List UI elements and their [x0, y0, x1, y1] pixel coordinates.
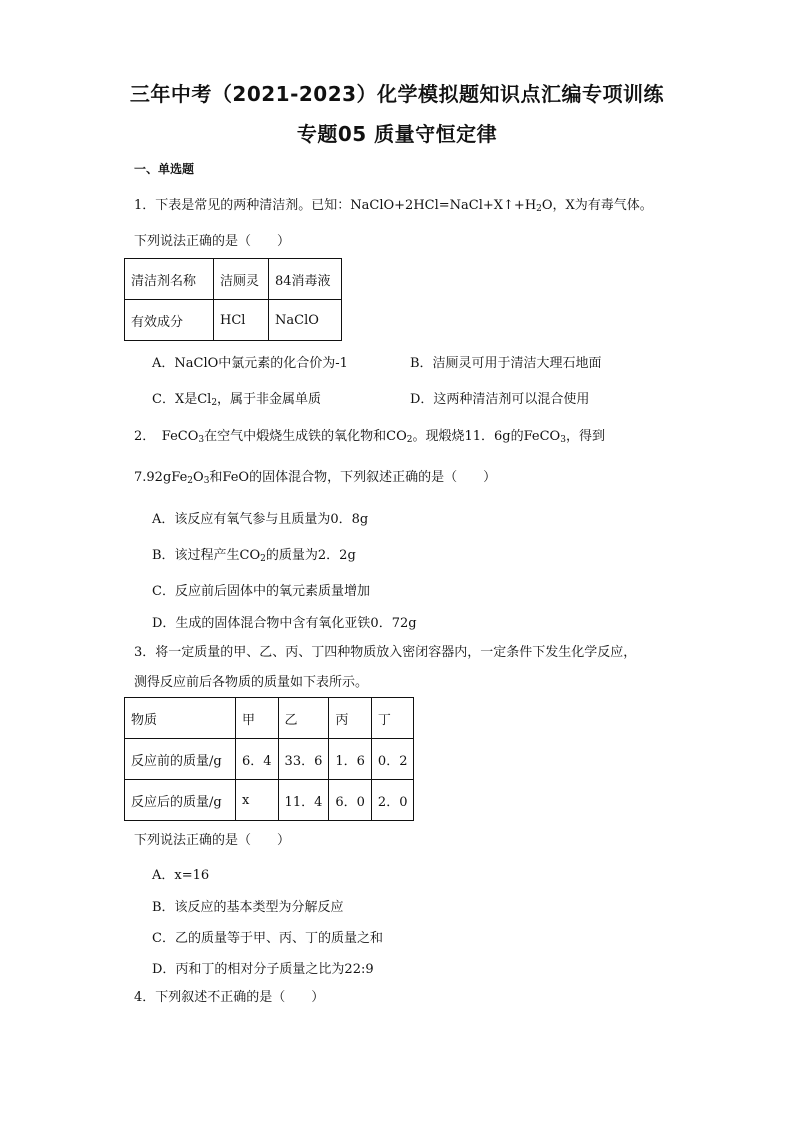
- table-cell: x: [236, 780, 279, 821]
- table-cell: 0．2: [371, 739, 414, 780]
- document-subtitle: 专题05 质量守恒定律: [296, 122, 498, 146]
- question-3-table: [124, 697, 414, 821]
- question-1-option-d: D．这两种清洁剂可以混合使用: [410, 392, 590, 407]
- question-1-option-b: B．洁厕灵可用于清洁大理石地面: [410, 356, 602, 371]
- question-1-option-c: C．X是$Cl_2$，属于非金属单质: [152, 392, 322, 408]
- table-row: [125, 300, 342, 341]
- table-cell: 丙: [329, 698, 372, 739]
- table-cell: 6．4: [236, 739, 279, 780]
- table-cell: 洁厕灵: [214, 259, 269, 300]
- table-cell: HCl: [214, 300, 269, 341]
- question-3-stem-line-1: 3．将一定质量的甲、乙、丙、丁四种物质放入密闭容器内，一定条件下发生化学反应，: [134, 645, 637, 660]
- table-row: [125, 259, 342, 300]
- question-2-option-a: A．该反应有氧气参与且质量为0．8g: [152, 512, 369, 527]
- question-3-prompt: 下列说法正确的是（ ）: [134, 833, 291, 848]
- table-cell: 乙: [278, 698, 329, 739]
- table-cell: 物质: [125, 698, 236, 739]
- question-2-option-d: D．生成的固体混合物中含有氧化亚铁0．72g: [152, 616, 417, 631]
- section-heading: 一、单选题: [134, 162, 195, 176]
- question-2-option-c: C．反应前后固体中的氧元素质量增加: [152, 584, 370, 599]
- table-row: [125, 780, 414, 821]
- question-1-table: [124, 258, 342, 341]
- question-2-stem-line-2: $7.92gFe_2O_3$和FeO的固体混合物，下列叙述正确的是（ ）: [134, 470, 497, 486]
- question-3-stem-line-2: 测得反应前后各物质的质量如下表所示。: [134, 675, 369, 690]
- question-3-option-c: C．乙的质量等于甲、丙、丁的质量之和: [152, 931, 383, 946]
- table-cell: 反应前的质量/g: [125, 739, 236, 780]
- question-3-option-a: A．x=16: [152, 868, 210, 883]
- table-cell: 1．6: [329, 739, 372, 780]
- table-cell: 清洁剂名称: [125, 259, 214, 300]
- table-cell: 甲: [236, 698, 279, 739]
- table-cell: 有效成分: [125, 300, 214, 341]
- table-cell: 丁: [371, 698, 414, 739]
- table-row: [125, 739, 414, 780]
- table-cell: 6．0: [329, 780, 372, 821]
- table-cell: 84消毒液: [269, 259, 342, 300]
- question-4-stem: 4．下列叙述不正确的是（ ）: [134, 990, 325, 1005]
- question-2-option-b: B．该过程产生$CO_2$的质量为2．2g: [152, 548, 356, 564]
- table-cell: 11．4: [278, 780, 329, 821]
- table-row: [125, 698, 414, 739]
- question-2-stem-line-1: 2． FeCO$_3$在空气中煅烧生成铁的氧化物和$CO_2$。现煅烧11．6g的FeCO$_3$，得到: [134, 429, 605, 445]
- question-3-option-d: D．丙和丁的相对分子质量之比为22:9: [152, 962, 374, 977]
- table-cell: 2．0: [371, 780, 414, 821]
- question-1-prompt: 下列说法正确的是（ ）: [134, 234, 291, 249]
- question-3-option-b: B．该反应的基本类型为分解反应: [152, 900, 344, 915]
- question-1-stem: 1．下表是常见的两种清洁剂。已知：$NaClO+2HCl=NaCl+X↑+H_2O$，X为有毒气体。: [134, 198, 653, 214]
- document-title: 三年中考（2021-2023）化学模拟题知识点汇编专项训练: [129, 82, 665, 106]
- question-1-option-a: A．NaClO中氯元素的化合价为-1: [152, 356, 348, 371]
- table-cell: 反应后的质量/g: [125, 780, 236, 821]
- table-cell: NaClO: [269, 300, 342, 341]
- table-cell: 33．6: [278, 739, 329, 780]
